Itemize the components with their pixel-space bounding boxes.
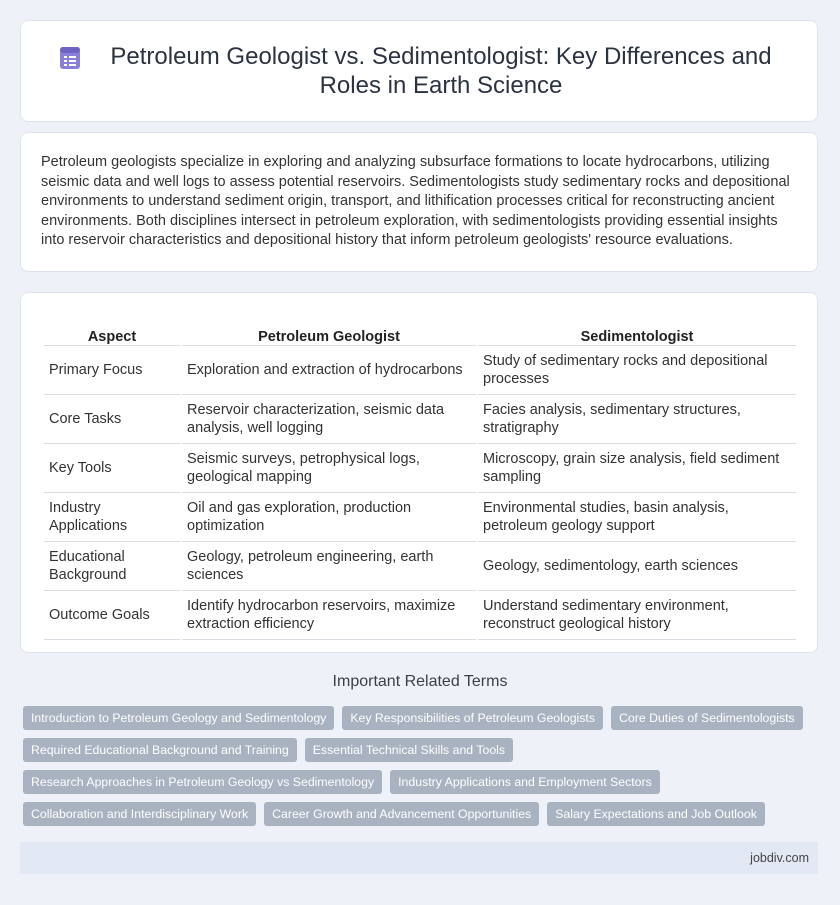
table-cell: Reservoir characterization, seismic data analysis, well logging — [182, 395, 476, 444]
table-cell: Environmental studies, basin analysis, petroleum geology support — [478, 493, 796, 542]
related-term-tag[interactable]: Key Responsibilities of Petroleum Geologists — [342, 706, 603, 730]
intro-paragraph: Petroleum geologists specialize in exploring and analyzing subsurface formations to locate hydrocarbons, utilizing seismic data and well logs to assess potential reservoirs. Sedimentologists study sedimentary rocks and depositional environments to understand sediment origin, transport, and lithification processes critical for reconstructing ancient environments. Both disciplines intersect in petroleum exploration, with sedimentologists providing essential insights into reservoir characteristics and depositional history that inform petroleum geologists' resource evaluations. — [41, 154, 790, 249]
table-row — [44, 591, 796, 640]
related-term-tag[interactable]: Required Educational Background and Training — [23, 738, 297, 762]
column-header: Aspect — [44, 313, 180, 346]
table-row — [44, 542, 796, 591]
table-cell: Exploration and extraction of hydrocarbons — [182, 346, 476, 395]
header-card — [20, 20, 818, 122]
document-icon — [57, 45, 83, 71]
table-cell: Understand sedimentary environment, reconstruct geological history — [478, 591, 796, 640]
footer-site-link[interactable]: jobdiv.com — [750, 851, 809, 865]
column-header: Petroleum Geologist — [182, 313, 476, 346]
related-term-tag[interactable]: Collaboration and Interdisciplinary Work — [23, 802, 256, 826]
table-cell: Geology, sedimentology, earth sciences — [478, 542, 796, 591]
related-term-tag[interactable]: Career Growth and Advancement Opportunities — [264, 802, 539, 826]
table-cell: Industry Applications — [44, 493, 180, 542]
table-row — [44, 395, 796, 444]
table-cell: Facies analysis, sedimentary structures, stratigraphy — [478, 395, 796, 444]
related-term-tag[interactable]: Industry Applications and Employment Sectors — [390, 770, 660, 794]
table-row — [44, 444, 796, 493]
related-terms-list — [23, 706, 823, 834]
table-cell: Oil and gas exploration, production optimization — [182, 493, 476, 542]
table-row — [44, 346, 796, 395]
related-term-tag[interactable]: Core Duties of Sedimentologists — [611, 706, 803, 730]
comparison-table — [42, 313, 798, 640]
table-cell: Educational Background — [44, 542, 180, 591]
intro-card — [20, 132, 818, 272]
related-term-tag[interactable]: Introduction to Petroleum Geology and Sedimentology — [23, 706, 334, 730]
table-cell: Study of sedimentary rocks and depositional processes — [478, 346, 796, 395]
page-title: Petroleum Geologist vs. Sedimentologist: Key Differences and Roles in Earth Science — [110, 43, 772, 99]
table-cell: Core Tasks — [44, 395, 180, 444]
table-header-row — [44, 313, 796, 346]
footer — [20, 842, 818, 874]
table-cell: Microscopy, grain size analysis, field sediment sampling — [478, 444, 796, 493]
table-cell: Identify hydrocarbon reservoirs, maximize extraction efficiency — [182, 591, 476, 640]
table-cell: Key Tools — [44, 444, 180, 493]
related-term-tag[interactable]: Research Approaches in Petroleum Geology vs Sedimentology — [23, 770, 382, 794]
table-cell: Outcome Goals — [44, 591, 180, 640]
column-header: Sedimentologist — [478, 313, 796, 346]
related-term-tag[interactable]: Salary Expectations and Job Outlook — [547, 802, 765, 826]
table-cell: Geology, petroleum engineering, earth sciences — [182, 542, 476, 591]
related-terms-title: Important Related Terms — [332, 673, 508, 690]
comparison-table-card — [20, 292, 818, 653]
related-term-tag[interactable]: Essential Technical Skills and Tools — [305, 738, 513, 762]
table-cell: Seismic surveys, petrophysical logs, geological mapping — [182, 444, 476, 493]
table-row — [44, 493, 796, 542]
table-cell: Primary Focus — [44, 346, 180, 395]
